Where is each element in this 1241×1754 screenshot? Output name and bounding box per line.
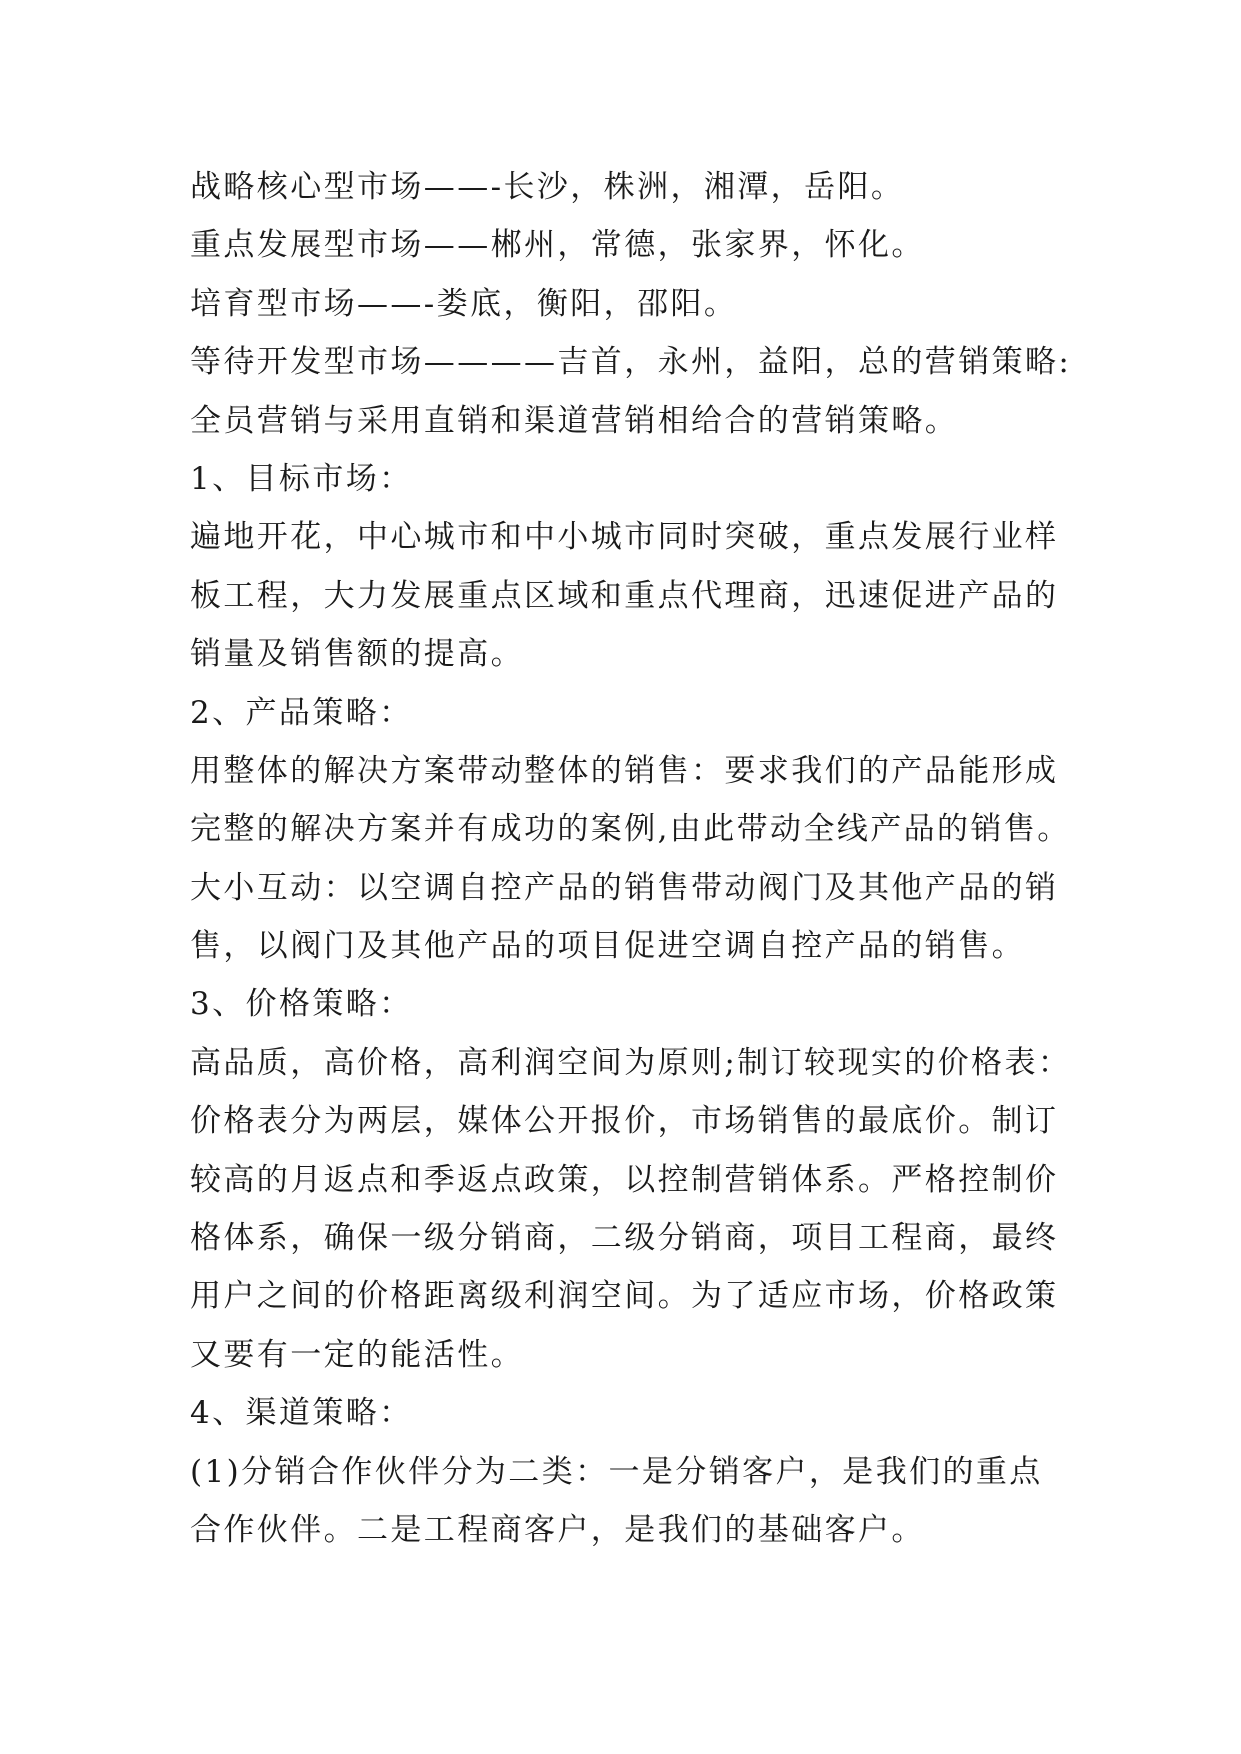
text-line: 战略核心型市场——-长沙，株洲，湘潭，岳阳。 — [190, 169, 905, 205]
text-line: 遍地开花，中心城市和中小城市同时突破，重点发展行业样 — [190, 519, 1059, 556]
section-heading: 1、目标市场： — [190, 460, 413, 497]
text-line: 售，以阀门及其他产品的项目促进空调自控产品的销售。 — [190, 928, 1025, 965]
text-line: 用整体的解决方案带动整体的销售：要求我们的产品能形成 — [190, 752, 1059, 789]
text-line: 完整的解决方案并有成功的案例,由此带动全线产品的销售。 — [190, 811, 1071, 848]
text-line: 培育型市场——-娄底，衡阳，邵阳。 — [190, 285, 738, 322]
text-line: 合作伙伴。二是工程商客户，是我们的基础客户。 — [190, 1511, 925, 1548]
text-line: 价格表分为两层，媒体公开报价，市场销售的最底价。制订 — [190, 1103, 1059, 1140]
text-line: 大小互动：以空调自控产品的销售带动阀门及其他产品的销 — [190, 869, 1059, 906]
text-line: 较高的月返点和季返点政策，以控制营销体系。严格控制价 — [190, 1161, 1059, 1198]
text-line: 板工程，大力发展重点区域和重点代理商，迅速促进产品的 — [190, 577, 1059, 614]
text-line: 重点发展型市场——郴州，常德，张家界，怀化。 — [190, 227, 925, 264]
text-line: 销量及销售额的提高。 — [190, 636, 524, 673]
section-heading: 3、价格策略： — [190, 986, 413, 1023]
text-line: 用户之间的价格距离级利润空间。为了适应市场，价格政策 — [190, 1278, 1059, 1315]
text-line: 又要有一定的能活性。 — [190, 1336, 524, 1373]
text-line: (1)分销合作伙伴分为二类：一是分销客户，是我们的重点 — [190, 1453, 1043, 1490]
text-line: 等待开发型市场————吉首，永州，益阳，总的营销策略: — [190, 344, 1072, 381]
text-line: 高品质，高价格，高利润空间为原则;制订较现实的价格表： — [190, 1044, 1072, 1081]
text-line: 格体系，确保一级分销商，二级分销商，项目工程商，最终 — [190, 1220, 1059, 1257]
section-heading: 4、渠道策略： — [190, 1395, 413, 1432]
text-line: 全员营销与采用直销和渠道营销相给合的营销策略。 — [190, 402, 959, 439]
document-body — [190, 158, 1070, 1559]
section-heading: 2、产品策略： — [190, 694, 413, 731]
